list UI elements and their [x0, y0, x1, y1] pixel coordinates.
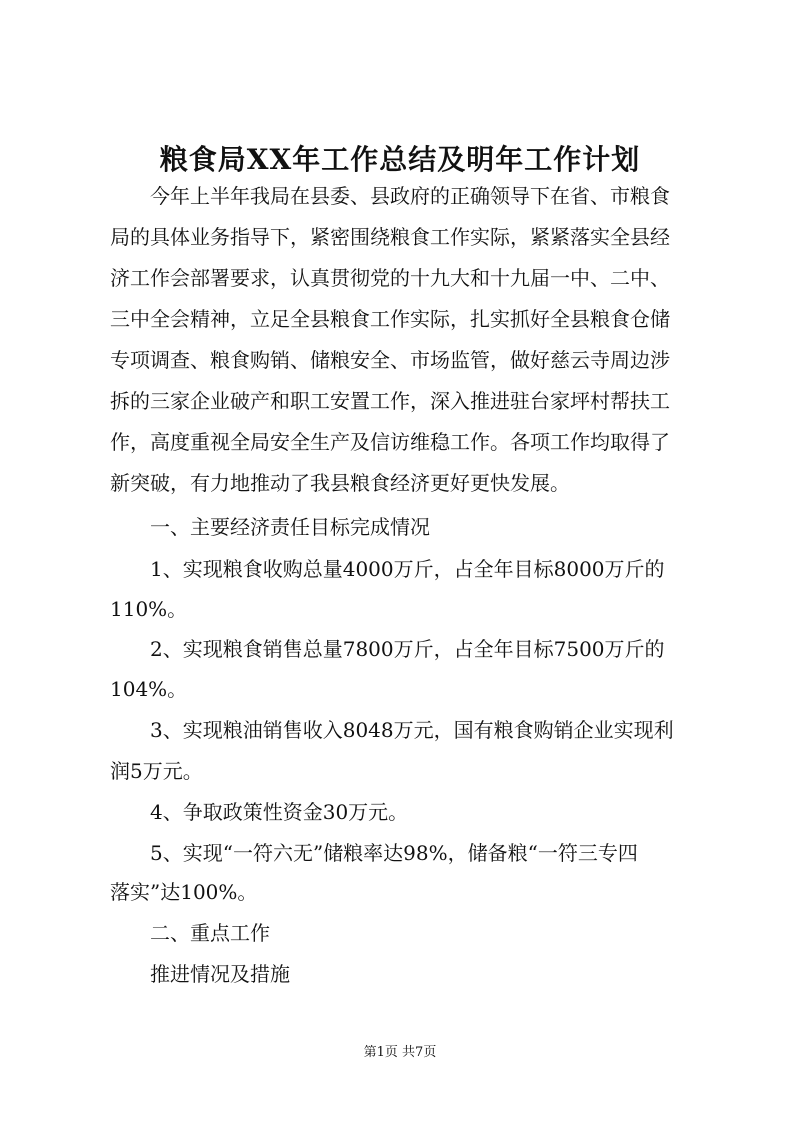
list-item: 1、实现粮食收购总量4000万斤，占全年目标8000万斤的: [110, 557, 665, 581]
list-item-continuation: 110%。: [110, 597, 188, 621]
list-item-continuation: 落实”达100%。: [110, 880, 258, 904]
list-item-continuation: 润5万元。: [110, 759, 203, 783]
section-heading: 二、重点工作: [110, 921, 270, 945]
body-line: 今年上半年我局在县委、县政府的正确领导下在省、市粮食: [110, 184, 670, 208]
subsection-heading: 推进情况及措施: [110, 962, 290, 986]
list-item: 4、争取政策性资金30万元。: [110, 800, 409, 824]
document-title: 粮食局XX年工作总结及明年工作计划: [159, 143, 641, 176]
list-item: 5、实现“一符六无”储粮率达98%，储备粮“一符三专四: [110, 841, 638, 865]
body-line: 局的具体业务指导下，紧密围绕粮食工作实际，紧紧落实全县经: [110, 225, 670, 249]
body-line: 三中全会精神，立足全县粮食工作实际，扎实抓好全县粮食仓储: [110, 307, 670, 331]
body-line: 新突破，有力地推动了我县粮食经济更好更快发展。: [110, 471, 570, 495]
list-item: 2、实现粮食销售总量7800万斤，占全年目标7500万斤的: [110, 637, 665, 661]
page-number: 第1页 共7页: [363, 1045, 437, 1060]
list-item: 3、实现粮油销售收入8048万元，国有粮食购销企业实现利: [110, 718, 674, 742]
section-heading: 一、主要经济责任目标完成情况: [110, 515, 430, 539]
body-line: 作，高度重视全局安全生产及信访维稳工作。各项工作均取得了: [110, 430, 670, 454]
list-item-continuation: 104%。: [110, 677, 188, 701]
body-line: 专项调查、粮食购销、储粮安全、市场监管，做好慈云寺周边涉: [110, 348, 670, 372]
body-line: 拆的三家企业破产和职工安置工作，深入推进驻台家坪村帮扶工: [110, 389, 670, 413]
body-line: 济工作会部署要求，认真贯彻党的十九大和十九届一中、二中、: [110, 266, 670, 290]
